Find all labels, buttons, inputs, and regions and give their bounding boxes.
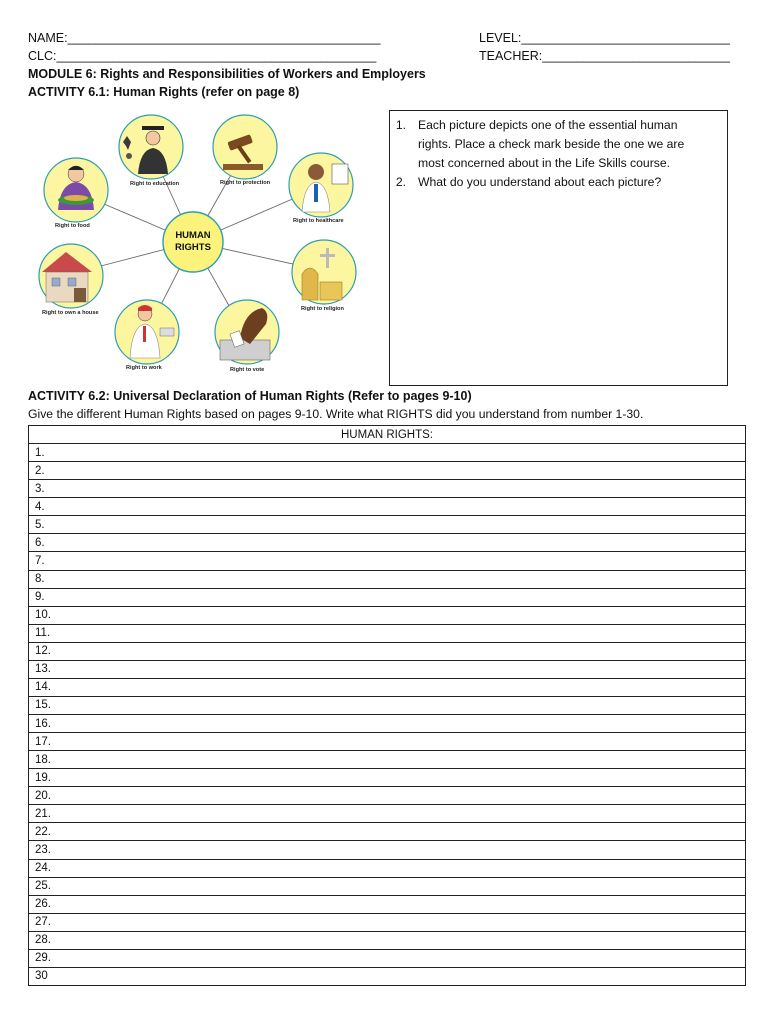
answer-cell[interactable]: 26. [29,895,746,913]
table-row [29,570,746,588]
answer-cell[interactable]: 17. [29,733,746,751]
question-line [390,135,721,154]
answer-cell[interactable]: 4. [29,498,746,516]
question-text: What do you understand about each picture? [418,175,662,189]
activity-2-title: ACTIVITY 6.2: Universal Declaration of Human Rights (Refer to pages 9-10) [28,389,472,403]
question-line [390,173,721,192]
human-rights-table [28,425,746,986]
table-row [29,967,746,985]
question-list [390,116,721,192]
question-number: 1. [395,118,406,132]
table-row [29,733,746,751]
answer-cell[interactable]: 10. [29,606,746,624]
table-row [29,949,746,967]
answer-cell[interactable]: 28. [29,931,746,949]
table-row [29,588,746,606]
label-food: Right to food [55,223,90,229]
table-row [29,805,746,823]
answer-cell[interactable]: 11. [29,624,746,642]
module-title: MODULE 6: Rights and Responsibilities of Workers and Employers [28,67,426,81]
table-row [29,534,746,552]
question-number [390,135,418,154]
answer-cell[interactable]: 16. [29,715,746,733]
answer-cell[interactable]: 19. [29,769,746,787]
activity-2-instructions: Give the different Human Rights based on pages 9-10. Write what RIGHTS did you understand from number 1-30. [28,407,644,421]
table-row [29,841,746,859]
table-row [29,462,746,480]
table-row [29,552,746,570]
table-row [29,877,746,895]
answer-cell[interactable]: 13. [29,660,746,678]
human-rights-hub [163,212,223,272]
protection-picture [213,115,277,179]
question-number [390,154,418,173]
table-row [29,895,746,913]
answer-cell[interactable]: 20. [29,787,746,805]
answer-cell[interactable]: 30 [29,967,746,985]
table-row [29,787,746,805]
name-field-label: NAME:_____________________________________________ [28,31,381,45]
table-row [29,769,746,787]
table-row [29,696,746,714]
activity-1-title: ACTIVITY 6.1: Human Rights (refer on page 8) [28,85,300,99]
table-row [29,823,746,841]
answer-cell[interactable]: 1. [29,444,746,462]
question-line [390,116,721,135]
table-row [29,624,746,642]
answer-cell[interactable]: 14. [29,678,746,696]
table-row [29,931,746,949]
table-row [29,444,746,462]
table-row [29,516,746,534]
table-row [29,678,746,696]
hub-text-line-1: HUMAN [175,230,211,241]
answer-cell[interactable]: 22. [29,823,746,841]
level-field-label: LEVEL:______________________________ [479,31,730,45]
table-row [29,913,746,931]
label-healthcare: Right to healthcare [293,218,344,224]
table-row [29,480,746,498]
label-religion: Right to religion [301,306,344,312]
question-text: most concerned about in the Life Skills course. [418,156,671,170]
answer-cell[interactable]: 6. [29,534,746,552]
teacher-field-label: TEACHER:___________________________ [479,49,730,63]
question-number: 2. [395,175,406,189]
label-house: Right to own a house [42,310,99,316]
answer-cell[interactable]: 2. [29,462,746,480]
religion-picture [292,240,356,304]
answer-cell[interactable]: 15. [29,696,746,714]
table-row [29,715,746,733]
answer-cell[interactable]: 5. [29,516,746,534]
answer-cell[interactable]: 27. [29,913,746,931]
table-header-row [29,426,746,444]
answer-cell[interactable]: 23. [29,841,746,859]
table-header: HUMAN RIGHTS: [29,426,746,444]
answer-cell[interactable]: 24. [29,859,746,877]
question-box [389,110,728,386]
label-work: Right to work [126,365,162,371]
question-line [390,154,721,173]
answer-cell[interactable]: 8. [29,570,746,588]
table-row [29,660,746,678]
label-vote: Right to vote [230,367,265,373]
answer-cell[interactable]: 3. [29,480,746,498]
house-picture [39,244,103,308]
table-row [29,859,746,877]
answer-cell[interactable]: 21. [29,805,746,823]
table-row [29,751,746,769]
table-row [29,498,746,516]
answer-cell[interactable]: 7. [29,552,746,570]
question-text: rights. Place a check mark beside the one we are [418,137,685,151]
label-education: Right to education [130,181,180,187]
table-row [29,606,746,624]
answer-cell[interactable]: 18. [29,751,746,769]
hub-text-line-2: RIGHTS [175,242,211,253]
education-picture [119,115,183,179]
clc-field-label: CLC:______________________________________________ [28,49,377,63]
table-body [29,444,746,986]
question-text: Each picture depicts one of the essential human [418,118,678,132]
healthcare-picture [289,153,353,217]
human-rights-diagram [30,112,380,374]
answer-cell[interactable]: 29. [29,949,746,967]
work-picture [115,300,179,364]
food-picture [44,158,108,222]
answer-cell[interactable]: 25. [29,877,746,895]
answer-cell[interactable]: 9. [29,588,746,606]
answer-cell[interactable]: 12. [29,642,746,660]
table-row [29,642,746,660]
vote-picture [215,300,279,364]
label-protection: Right to protection [220,180,271,186]
